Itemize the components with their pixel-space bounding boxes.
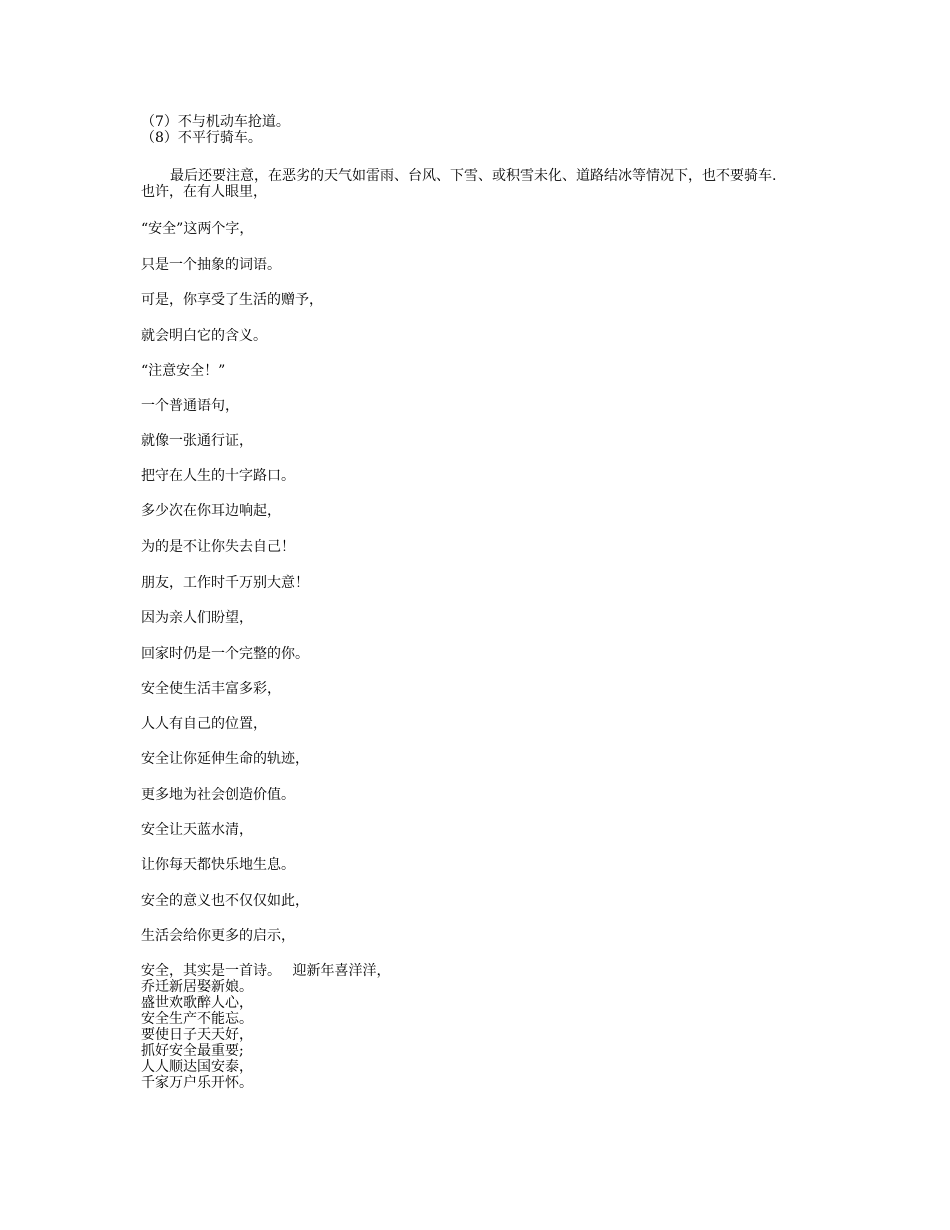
closing-line: 要使日子天天好， bbox=[141, 1027, 253, 1043]
poem-line: 就会明白它的含义。 bbox=[141, 328, 267, 344]
poem-line: 安全的意义也不仅仅如此， bbox=[141, 893, 309, 909]
list-item-8: （8）不平行骑车。 bbox=[141, 130, 262, 146]
paragraph-line-2: 也许，在有人眼里， bbox=[141, 184, 267, 200]
poem-line: 只是一个抽象的词语。 bbox=[141, 257, 281, 273]
poem-line: 朋友，工作时千万别大意！ bbox=[141, 575, 309, 591]
poem-line: 为的是不让你失去自己！ bbox=[141, 539, 295, 555]
closing-line: 千家万户乐开怀。 bbox=[141, 1075, 253, 1091]
poem-line: 回家时仍是一个完整的你。 bbox=[141, 646, 309, 662]
closing-line: 安全生产不能忘。 bbox=[141, 1011, 253, 1027]
closing-line: 安全，其实是一首诗。 迎新年喜洋洋， bbox=[141, 963, 391, 979]
poem-line: 可是，你享受了生活的赠予， bbox=[141, 292, 323, 308]
poem-line: 安全让天蓝水清， bbox=[141, 822, 253, 838]
closing-line: 抓好安全最重要; bbox=[141, 1043, 244, 1059]
closing-line: 盛世欢歌醉人心， bbox=[141, 995, 253, 1011]
poem-line: “注意安全！” bbox=[141, 363, 226, 379]
closing-line: 乔迁新居娶新娘。 bbox=[141, 979, 253, 995]
closing-line: 人人顺达国安泰， bbox=[141, 1059, 253, 1075]
poem-line: “安全”这两个字， bbox=[141, 221, 254, 237]
poem-line: 就像一张通行证， bbox=[141, 433, 253, 449]
poem-line: 多少次在你耳边响起， bbox=[141, 503, 281, 519]
poem-line: 人人有自己的位置， bbox=[141, 716, 267, 732]
poem-line: 安全让你延伸生命的轨迹， bbox=[141, 751, 309, 767]
list-item-7: （7）不与机动车抢道。 bbox=[141, 114, 290, 130]
poem-line: 安全使生活丰富多彩， bbox=[141, 681, 281, 697]
paragraph-line-1: 最后还要注意，在恶劣的天气如雷雨、台风、下雪、或积雪未化、道路结冰等情况下，也不要骑车. bbox=[170, 168, 777, 184]
poem-line: 一个普通语句， bbox=[141, 398, 239, 414]
poem-line: 让你每天都快乐地生息。 bbox=[141, 857, 295, 873]
poem-line: 更多地为社会创造价值。 bbox=[141, 787, 295, 803]
poem-line: 生活会给你更多的启示， bbox=[141, 928, 295, 944]
poem-line: 把守在人生的十字路口。 bbox=[141, 468, 295, 484]
poem-line: 因为亲人们盼望， bbox=[141, 610, 253, 626]
